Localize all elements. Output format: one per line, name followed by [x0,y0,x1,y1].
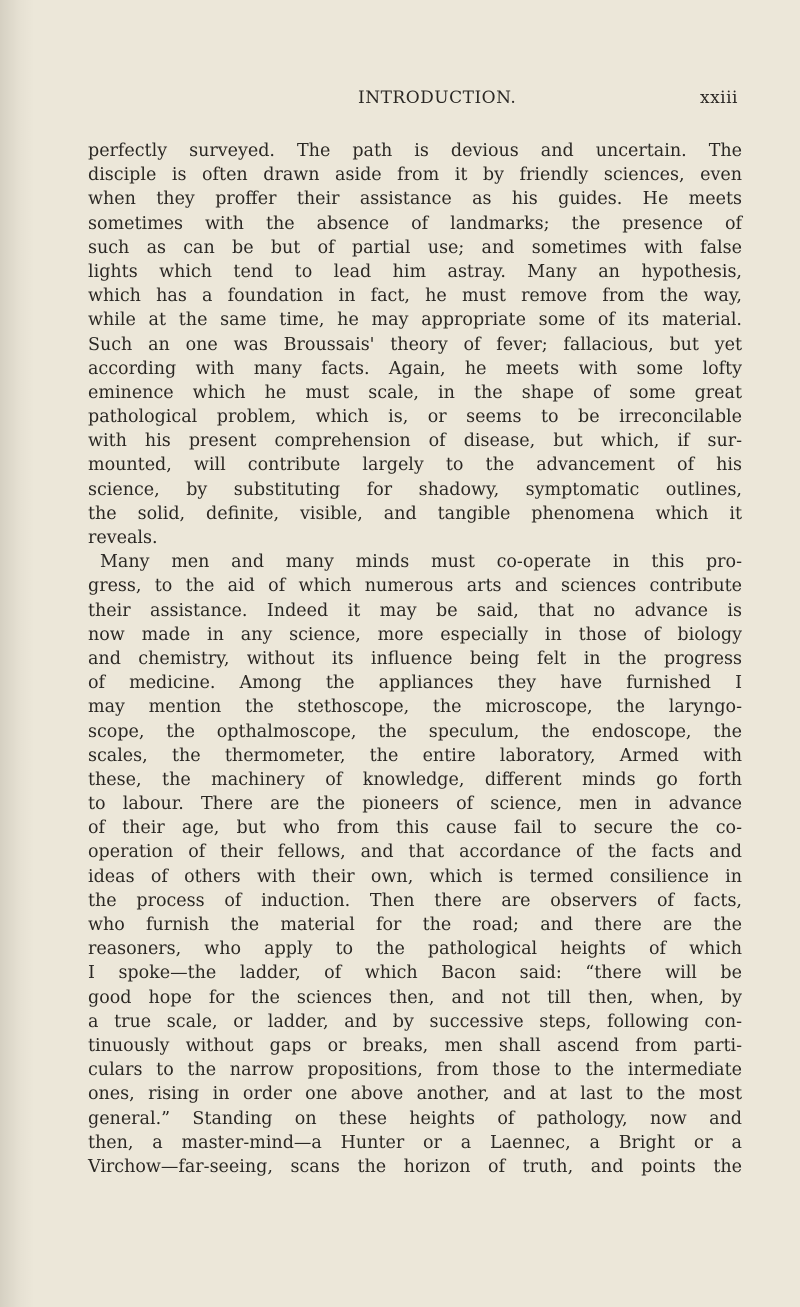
running-title: INTRODUCTION. [358,88,517,108]
text-line: science, by substituting for shadowy, symptomatic outlines, [88,479,742,500]
text-line: Virchow—far-seeing, scans the horizon of truth, and points the [88,1156,742,1177]
text-line: who furnish the material for the road; and there are the [88,915,742,935]
text-line: the solid, definite, visible, and tangible phenomena which it [88,503,742,524]
text-line: of their age, but who from this cause fail to secure the co- [88,818,742,839]
text-line: ones, rising in order one above another, and at last to the most [88,1084,742,1105]
text-line: good hope for the sciences then, and not till then, when, by [88,987,742,1008]
page-gutter-shadow [0,0,34,1307]
text-line: ideas of others with their own, which is termed consilience in [88,866,742,887]
text-line: gress, to the aid of which numerous arts and sciences contribute [88,576,742,597]
text-line: I spoke—the ladder, of which Bacon said: “there will be [88,963,742,984]
text-line: then, a master-mind—a Hunter or a Laennec, a Bright or a [88,1132,742,1153]
text-line: to labour. There are the pioneers of science, men in advance [88,794,742,815]
text-line: such as can be but of partial use; and sometimes with false [88,237,742,258]
text-line: disciple is often drawn aside from it by friendly sciences, even [88,165,742,186]
text-line: reasoners, who apply to the pathological heights of which [88,939,742,960]
text-line: while at the same time, he may appropriate some of its material. [88,310,742,331]
text-line: the process of induction. Then there are observers of facts, [88,890,742,911]
body-text [88,139,742,1179]
text-line: with his present comprehension of disease, but which, if sur- [88,431,742,452]
text-line: culars to the narrow propositions, from those to the intermediate [88,1060,742,1081]
text-line: tinuously without gaps or breaks, men shall ascend from parti- [88,1035,742,1056]
text-line: according with many facts. Again, he meets with some lofty [88,358,742,379]
text-line: and chemistry, without its influence being felt in the progress [88,648,742,669]
text-line: of medicine. Among the appliances they have furnished I [88,673,742,694]
text-line: when they proffer their assistance as his guides. He meets [88,189,742,210]
page-number: xxiii [700,88,738,108]
text-line: reveals. [88,528,158,548]
text-line: sometimes with the absence of landmarks; the presence of [88,213,742,234]
text-line: pathological problem, which is, or seems to be irreconcilable [88,407,742,428]
text-line: operation of their fellows, and that accordance of the facts and [88,842,742,863]
text-line: may mention the stethoscope, the microscope, the laryngo- [88,697,742,718]
text-line: mounted, will contribute largely to the advancement of his [88,455,742,476]
text-line: perfectly surveyed. The path is devious and uncertain. The [88,141,742,161]
text-line: Such an one was Broussais' theory of fever; fallacious, but yet [88,334,742,355]
text-line: scales, the thermometer, the entire laboratory, Armed with [88,745,742,766]
paragraph-first-line: Many men and many minds must co-operate in this pro- [100,552,742,573]
text-line: their assistance. Indeed it may be said, that no advance is [88,600,742,621]
text-line: a true scale, or ladder, and by successive steps, following con- [88,1011,742,1032]
text-line: scope, the opthalmoscope, the speculum, the endoscope, the [88,721,742,742]
text-line: eminence which he must scale, in the shape of some great [88,382,742,403]
text-line: which has a foundation in fact, he must remove from the way, [88,286,742,307]
text-line: these, the machinery of knowledge, different minds go forth [88,769,742,790]
text-line: now made in any science, more especially in those of biology [88,624,742,645]
text-line: general.” Standing on these heights of pathology, now and [88,1108,742,1129]
text-line: lights which tend to lead him astray. Many an hypothesis, [88,261,742,282]
running-head [90,88,738,112]
